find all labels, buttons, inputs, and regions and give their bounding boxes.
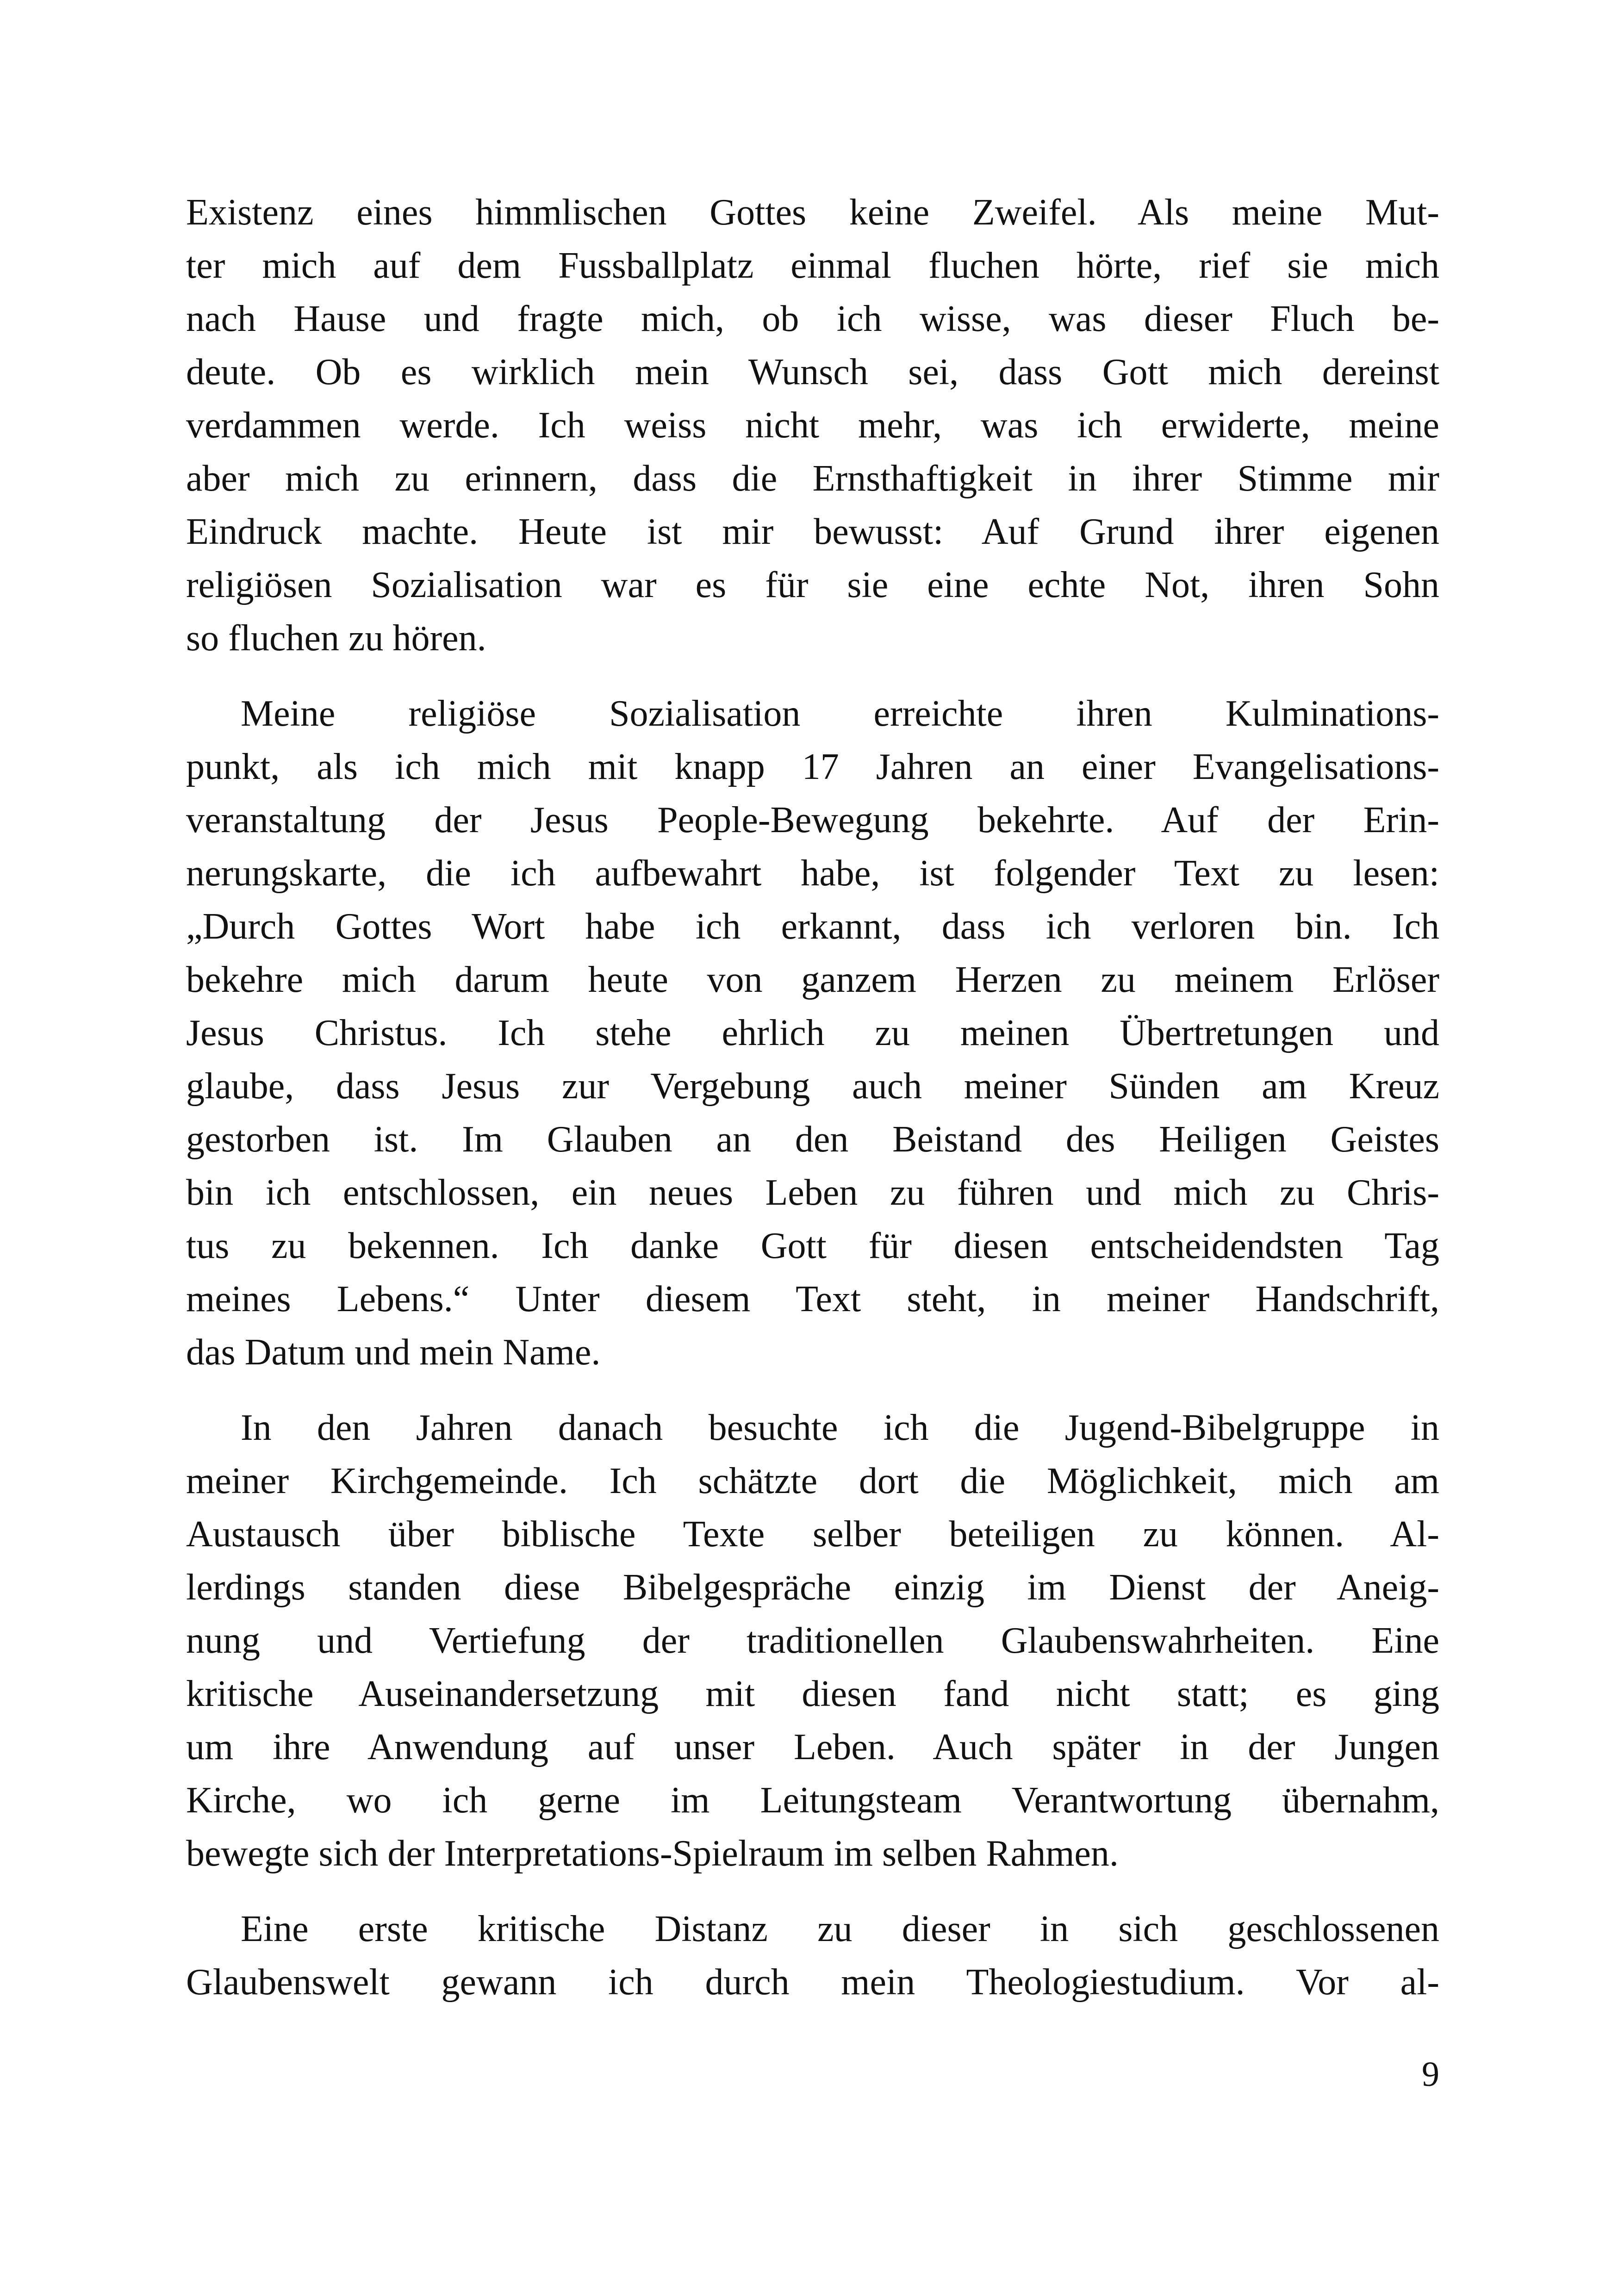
- text-line: Existenz eines himmlischen Gottes keine Zweifel. Als meine Mut-: [186, 192, 1439, 233]
- text-line: so fluchen zu hören.: [186, 618, 486, 659]
- page-number: 9: [1422, 2055, 1439, 2094]
- text-line: lerdings standen diese Bibelgespräche einzig im Dienst der Aneig-: [186, 1567, 1439, 1608]
- text-line: Austausch über biblische Texte selber beteiligen zu können. Al-: [186, 1514, 1439, 1555]
- text-line: glaube, dass Jesus zur Vergebung auch meiner Sünden am Kreuz: [186, 1066, 1439, 1107]
- paragraph-2: [186, 687, 1439, 1379]
- text-line: Jesus Christus. Ich stehe ehrlich zu meinen Übertretungen und: [186, 1013, 1439, 1053]
- text-line: aber mich zu erinnern, dass die Ernsthaftigkeit in ihrer Stimme mir: [186, 458, 1439, 499]
- text-line: deute. Ob es wirklich mein Wunsch sei, dass Gott mich dereinst: [186, 352, 1439, 392]
- text-line: bewegte sich der Interpretations-Spielraum im selben Rahmen.: [186, 1833, 1119, 1874]
- text-line: Meine religiöse Sozialisation erreichte ihren Kulminations-: [241, 693, 1439, 734]
- paragraph-1: [186, 186, 1439, 665]
- text-line: In den Jahren danach besuchte ich die Jugend-Bibelgruppe in: [241, 1407, 1439, 1448]
- text-line: Eindruck machte. Heute ist mir bewusst: Auf Grund ihrer eigenen: [186, 511, 1439, 552]
- text-line: verdammen werde. Ich weiss nicht mehr, was ich erwiderte, meine: [186, 405, 1439, 446]
- text-line: kritische Auseinandersetzung mit diesen fand nicht statt; es ging: [186, 1674, 1439, 1714]
- text-line: tus zu bekennen. Ich danke Gott für diesen entscheidendsten Tag: [186, 1226, 1439, 1266]
- text-line: ter mich auf dem Fussballplatz einmal fluchen hörte, rief sie mich: [186, 245, 1439, 286]
- text-line: um ihre Anwendung auf unser Leben. Auch später in der Jungen: [186, 1727, 1439, 1767]
- text-line: punkt, als ich mich mit knapp 17 Jahren an einer Evangelisations-: [186, 747, 1439, 787]
- text-line: gestorben ist. Im Glauben an den Beistand des Heiligen Geistes: [186, 1119, 1439, 1160]
- text-line: meiner Kirchgemeinde. Ich schätzte dort die Möglichkeit, mich am: [186, 1461, 1439, 1501]
- text-line: nerungskarte, die ich aufbewahrt habe, ist folgender Text zu lesen:: [186, 853, 1439, 894]
- text-line: das Datum und mein Name.: [186, 1332, 601, 1373]
- text-line: „Durch Gottes Wort habe ich erkannt, dass ich verloren bin. Ich: [186, 906, 1439, 947]
- text-line: Glaubenswelt gewann ich durch mein Theologiestudium. Vor al-: [186, 1962, 1439, 2003]
- body-text: [186, 186, 1439, 2009]
- text-line: nung und Vertiefung der traditionellen Glaubenswahrheiten. Eine: [186, 1620, 1439, 1661]
- text-line: veranstaltung der Jesus People-Bewegung bekehrte. Auf der Erin-: [186, 800, 1439, 840]
- text-line: Eine erste kritische Distanz zu dieser in sich geschlossenen: [241, 1909, 1439, 1949]
- text-line: nach Hause und fragte mich, ob ich wisse, was dieser Fluch be-: [186, 299, 1439, 339]
- text-line: bin ich entschlossen, ein neues Leben zu führen und mich zu Chris-: [186, 1172, 1439, 1213]
- paragraph-4: [186, 1903, 1439, 2009]
- paragraph-3: [186, 1401, 1439, 1880]
- text-line: meines Lebens.“ Unter diesem Text steht, in meiner Handschrift,: [186, 1279, 1439, 1319]
- text-line: Kirche, wo ich gerne im Leitungsteam Verantwortung übernahm,: [186, 1780, 1439, 1821]
- text-line: bekehre mich darum heute von ganzem Herzen zu meinem Erlöser: [186, 959, 1439, 1000]
- text-line: religiösen Sozialisation war es für sie eine echte Not, ihren Sohn: [186, 565, 1439, 605]
